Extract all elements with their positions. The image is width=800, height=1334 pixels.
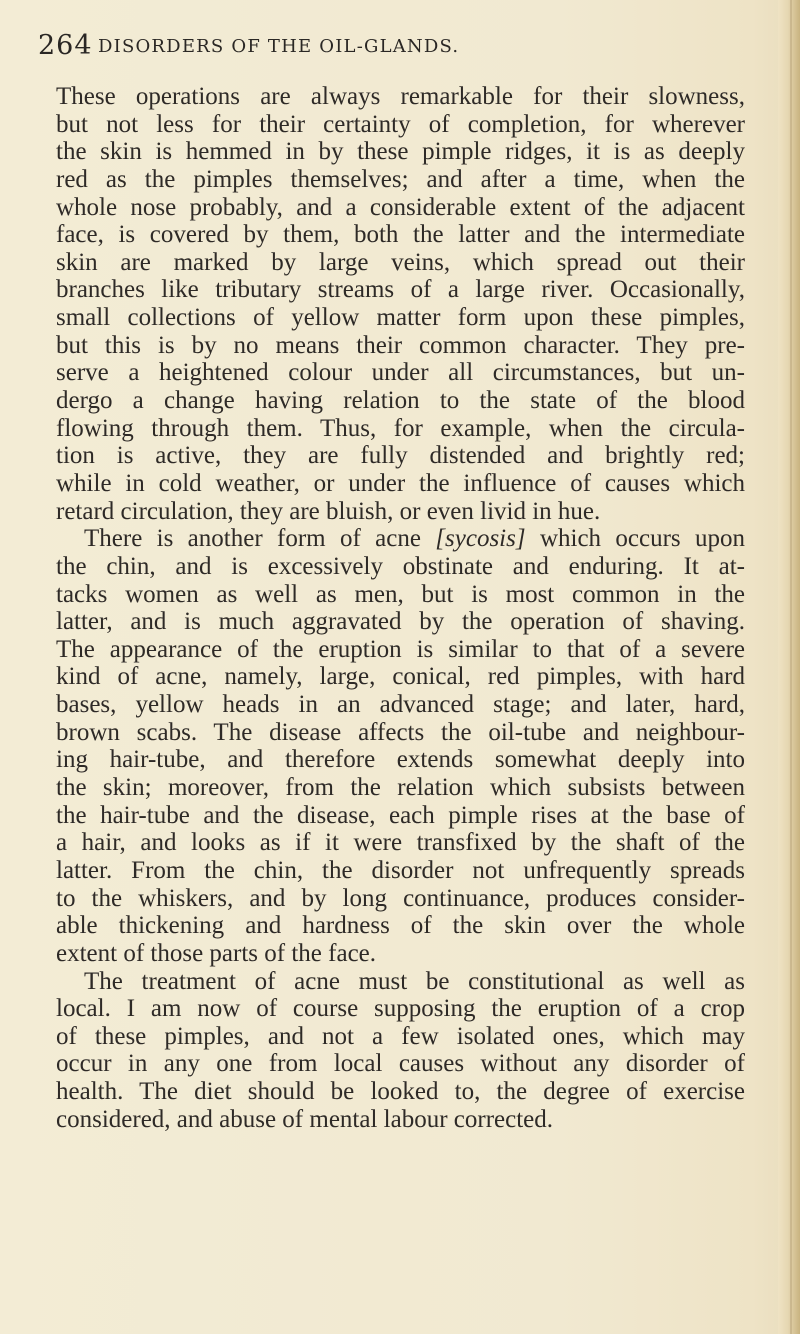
text-line: a hair, and looks as if it were transfixed by the shaft of the (56, 829, 745, 857)
text-line: local. I am now of course supposing the eruption of a crop (56, 995, 745, 1023)
running-head: DISORDERS OF THE OIL-GLANDS. (98, 36, 460, 57)
text-line: flowing through them. Thus, for example, when the circula- (56, 414, 745, 442)
text-line: small collections of yellow matter form upon these pimples, (56, 304, 745, 332)
text-line: serve a heightened colour under all circumstances, but un- (56, 359, 745, 387)
text-line: occur in any one from local causes without any disorder of (56, 1050, 745, 1078)
text-line: latter. From the chin, the disorder not unfrequently spreads (56, 856, 745, 884)
text-line: tacks women as well as men, but is most common in the (56, 580, 745, 608)
text-line: to the whiskers, and by long continuance, produces consider- (56, 884, 745, 912)
text-line: red as the pimples themselves; and after a time, when the (56, 165, 745, 193)
text-line: tion is active, they are fully distended and brightly red; (56, 442, 745, 470)
page-number: 264 (38, 30, 93, 61)
text-line: but this is by no means their common character. They pre- (56, 331, 745, 359)
text-line: the skin; moreover, from the relation which subsists between (56, 774, 745, 802)
text-line: brown scabs. The disease affects the oil-tube and neighbour- (56, 718, 745, 746)
text-line: kind of acne, namely, large, conical, red pimples, with hard (56, 663, 745, 691)
text-line: The appearance of the eruption is similar to that of a severe (56, 635, 745, 663)
text-line: The treatment of acne must be constitutional as well as (84, 967, 745, 995)
text-line: the chin, and is excessively obstinate and enduring. It at- (56, 552, 745, 580)
text-line: health. The diet should be looked to, the degree of exercise (56, 1078, 745, 1106)
text-line: dergo a change having relation to the state of the blood (56, 387, 745, 415)
text-line: These operations are always remarkable for their slowness, (56, 83, 745, 110)
text-line: the hair-tube and the disease, each pimple rises at the base of (56, 801, 745, 829)
page-header (38, 30, 758, 70)
sycosis-term: [sycosis] (435, 525, 526, 553)
text-line-sycosis (56, 525, 745, 553)
sycosis-lead: There is another form of acne (84, 525, 421, 553)
text-line: ing hair-tube, and therefore extends somewhat deeply into (56, 746, 745, 774)
text-line: of these pimples, and not a few isolated ones, which may (56, 1022, 745, 1050)
text-line: bases, yellow heads in an advanced stage; and later, hard, (56, 691, 745, 719)
text-line: able thickening and hardness of the skin over the whole (56, 912, 745, 940)
sycosis-tail: which occurs upon (539, 525, 746, 553)
page-fold-line (790, 0, 792, 1334)
body-text (56, 83, 745, 1133)
text-line: retard circulation, they are bluish, or even livid in hue. (56, 497, 601, 525)
text-line: the skin is hemmed in by these pimple ridges, it is as deeply (56, 138, 745, 166)
text-line: latter, and is much aggravated by the operation of shaving. (56, 608, 745, 636)
text-line: branches like tributary streams of a large river. Occasionally, (56, 276, 745, 304)
page-edge-shadow (778, 0, 800, 1334)
text-line: face, is covered by them, both the latter and the intermediate (56, 221, 745, 249)
text-line: while in cold weather, or under the influence of causes which (56, 469, 745, 497)
text-line: considered, and abuse of mental labour corrected. (56, 1105, 554, 1133)
text-line: whole nose probably, and a considerable extent of the adjacent (56, 193, 745, 221)
text-line: skin are marked by large veins, which spread out their (56, 248, 745, 276)
text-line: extent of those parts of the face. (56, 939, 377, 967)
text-line: but not less for their certainty of completion, for wherever (56, 110, 745, 138)
